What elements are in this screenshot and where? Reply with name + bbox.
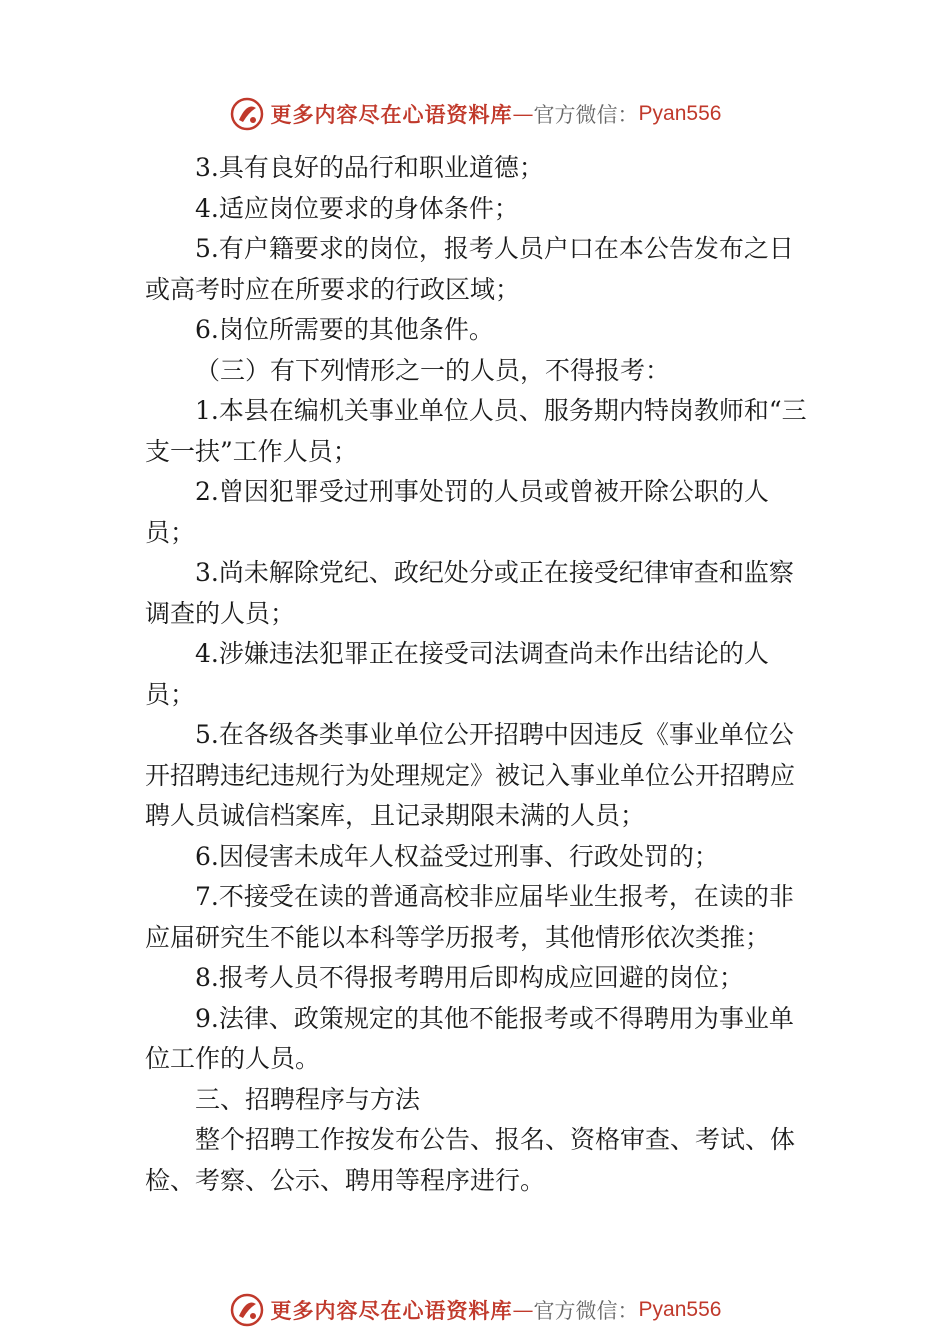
paragraph: 4.适应岗位要求的身体条件； [195,193,519,223]
paragraph: 整个招聘工作按发布公告、报名、资格审查、考试、体检、考察、公示、聘用等程序进行。 [145,1125,796,1195]
banner-wechat-label: 官方微信： [533,1299,639,1323]
footer-watermark-banner [0,1290,950,1330]
brand-logo-icon [229,96,265,132]
paragraph: 6.岗位所需要的其他条件。 [195,315,494,344]
paragraph: 5.有户籍要求的岗位，报考人员户口在本公告发布之日或高考时应在所要求的行政区域； [145,234,794,304]
paragraph: （三）有下列情形之一的人员，不得报考： [195,355,671,385]
header-watermark-banner [0,94,950,134]
paragraph: 6.因侵害未成年人权益受过刑事、行政处罚的； [195,841,719,871]
paragraph: 3.尚未解除党纪、政纪处分或正在接受纪律审查和监察调查的人员； [145,558,794,628]
brand-logo-icon [229,1292,265,1328]
banner-brand-text: 更多内容尽在心语资料库 [270,1298,513,1323]
paragraph: 8.报考人员不得报考聘用后即构成应回避的岗位； [195,963,744,992]
banner-dash: — [512,102,534,126]
section-heading: 三、招聘程序与方法 [195,1084,421,1114]
banner-dash: — [512,1298,534,1322]
paragraph: 9.法律、政策规定的其他不能报考或不得聘用为事业单位工作的人员。 [145,1003,794,1073]
paragraph: 3.具有良好的品行和职业道德； [195,153,544,182]
paragraph: 1.本县在编机关事业单位人员、服务期内特岗教师和“三支一扶”工作人员； [145,396,807,466]
paragraph: 2.曾因犯罪受过刑事处罚的人员或曾被开除公职的人员； [145,477,769,547]
paragraph: 5.在各级各类事业单位公开招聘中因违反《事业单位公开招聘违纪违规行为处理规定》被记入事业单位公开招聘应聘人员诚信档案库，且记录期限未满的人员； [145,720,796,830]
banner-wechat-id: Pyan556 [638,102,722,125]
banner-brand-text: 更多内容尽在心语资料库 [270,102,513,127]
banner-wechat-id: Pyan556 [638,1298,722,1321]
document-body [145,148,810,1201]
paragraph: 4.涉嫌违法犯罪正在接受司法调查尚未作出结论的人员； [145,639,769,709]
paragraph: 7.不接受在读的普通高校非应届毕业生报考，在读的非应届研究生不能以本科等学历报考，其他情形依次类推； [145,882,794,952]
banner-wechat-label: 官方微信： [533,103,639,127]
